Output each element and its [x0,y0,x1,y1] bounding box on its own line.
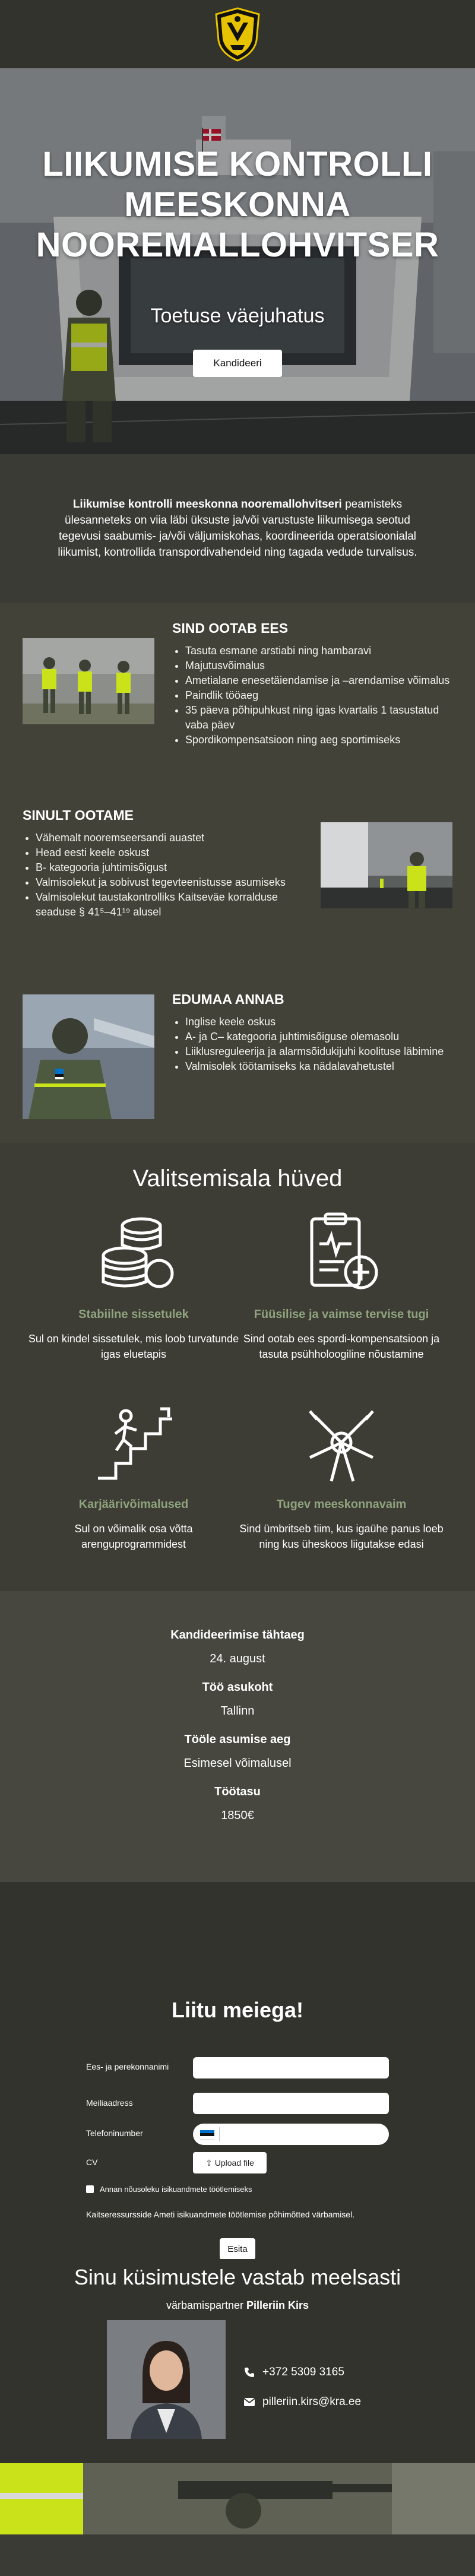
benefit-card [235,1208,448,1362]
advantages-list [172,1015,457,1074]
list-item: • Valmisolekut ja sobivust tegevteenistusse asumiseks [36,875,302,890]
list-item: • Tasuta esmane arstiabi ning hambaravi [185,644,457,658]
list-item: • Spordikompensatsioon ning aeg sportimiseks [185,733,457,747]
cv-label: CV [86,2157,98,2167]
apply-button[interactable]: Kandideeri [193,350,282,377]
envelope-icon [243,2397,255,2407]
contact-name: Pilleriin Kirs [246,2299,309,2311]
page-subtitle: Toetuse väejuhatus [150,305,325,327]
salary-value: 1850€ [221,1809,254,1822]
intro-lead: Liikumise kontrolli meeskonna nooremallohvitseri [72,498,342,511]
contact-role: värbamispartner [166,2299,246,2311]
offer-heading: SIND OOTAB EES [172,620,289,636]
intro-body: peamisteks ülesanneteks on viia läbi üksuste ja/või varustuste liikumisega seotud tegevusi saabumis- ja/või väljumiskohas, koordineerida operatsioonialal liikumist, kontrollida transpordivahendeid ning tagada vedude turvalisus. [58,498,417,559]
offer-block [172,620,457,747]
consent-checkbox-label: Annan nõusoleku isikuandmete töötlemiseks [100,2185,252,2194]
location-label: Töö asukoht [202,1681,273,1694]
offer-list [172,644,457,747]
benefits-section [0,1143,475,1591]
list-item: • A- ja C– kategooria juhtimisõiguse olemasolu [185,1029,457,1044]
job-details-section [0,1591,475,1882]
contact-section [0,2259,475,2463]
privacy-link[interactable]: Kaitseressursside Ameti isikuandmete töötlemise põhimõtted värbamisel. [86,2210,355,2219]
offer-photo [23,638,154,724]
benefit-text: Sul on kindel sissetulek, mis loob turvatunde igas eluetapis [28,1333,239,1360]
list-item: • Valmisolekut taustakontrolliks Kaitseväe korralduse seaduse § 41⁵–41¹⁹ alusel [36,890,302,920]
list-item: • Majutusvõimalus [185,658,457,673]
career-stairs-icon [89,1398,178,1487]
contact-email-text[interactable]: pilleriin.kirs@kra.ee [262,2396,362,2408]
start-value: Esimesel võimalusel [183,1757,292,1770]
job-details [0,1627,475,1836]
list-item: • Paindlik tööaeg [185,688,457,703]
benefit-card [235,1398,448,1552]
hero-banner [0,68,475,454]
phone-divider [219,2127,220,2141]
list-item: • 35 päeva põhipuhkust ning igas kvartalis 1 tasustatud vaba päev [185,703,457,733]
phone-icon [243,2366,255,2378]
clipboard-health-icon [297,1208,386,1297]
benefit-title: Stabiilne sissetulek [78,1308,189,1321]
intro-section [0,454,475,603]
benefit-card [27,1398,240,1552]
requirements-block [23,807,302,920]
application-form [0,1882,475,2259]
coins-icon [89,1208,178,1297]
benefits-title: Valitsemisala hüved [132,1165,343,1192]
benefit-text: Sul on võimalik osa võtta arenguprogrammidest [74,1523,193,1550]
estonia-flag-icon[interactable] [200,2130,214,2139]
benefit-title: Karjäärivõimalused [78,1498,189,1511]
start-label: Tööle asumise aeg [184,1733,291,1746]
advantages-heading: EDUMAA ANNAB [172,991,284,1007]
benefit-title: Tugev meeskonnavaim [276,1498,407,1511]
form-title: Liitu meiega! [171,1998,304,2022]
intro-text [48,496,428,560]
salary-label: Töötasu [214,1785,261,1798]
top-bar [0,0,475,68]
upload-icon: ⇪ [205,2157,213,2168]
benefit-text: Sind ümbritseb tiim, kus igaühe panus loeb ning kus üheskoos liigutakse edasi [239,1523,444,1550]
list-item: • Vähemalt nooremseersandi auastet [36,831,302,845]
name-field[interactable] [193,2057,389,2078]
contact-email[interactable] [243,2396,361,2409]
requirements-heading: SINULT OOTAME [23,807,134,823]
benefit-card [27,1208,240,1362]
list-item: • Liiklusreguleerija ja alarmsõidukijuhi koolituse läbimine [185,1044,457,1059]
location-value: Tallinn [220,1704,255,1718]
deadline-label: Kandideerimise tähtaeg [170,1628,305,1642]
page-title: LIIKUMISE KONTROLLI MEESKONNA NOOREMALLOHVITSER [36,145,439,264]
military-crest-icon[interactable] [213,6,262,63]
contact-title: Sinu küsimustele vastab meelsasti [74,2265,401,2289]
list-item: • Valmisolek töötamiseks ka nädalavahetustel [185,1059,457,1074]
contact-phone-text[interactable]: +372 5309 3165 [262,2366,344,2378]
submit-button[interactable]: Esita [220,2238,255,2260]
name-label: Ees- ja perekonnanimi [86,2062,169,2071]
consent-checkbox-row[interactable] [86,2185,252,2194]
team-hands-icon [297,1398,386,1487]
contact-phone[interactable] [243,2366,344,2379]
upload-file-button[interactable] [193,2152,267,2173]
deadline-value: 24. august [210,1652,265,1665]
footer-photo [0,2463,475,2534]
contact-subtitle [0,2299,475,2312]
advantages-photo [23,994,154,1119]
list-item: • B- kategooria juhtimisõigust [36,860,302,875]
email-field[interactable] [193,2093,389,2114]
benefit-text: Sind ootab ees spordi-kompensatsioon ja tasuta psühholoogiline nõustamine [243,1333,440,1360]
phone-label: Telefoninumber [86,2128,143,2138]
list-item: • Head eesti keele oskust [36,845,302,860]
info-section [0,603,475,1143]
requirements-list [23,831,302,920]
consent-checkbox[interactable] [86,2185,94,2193]
benefit-title: Füüsilise ja vaimse tervise tugi [254,1308,429,1321]
recruiter-photo [107,2320,226,2439]
list-item: • Inglise keele oskus [185,1015,457,1029]
advantages-block [172,991,457,1074]
upload-label: Upload file [214,2157,254,2168]
phone-field[interactable] [193,2124,389,2145]
email-label: Meiliaadress [86,2098,133,2108]
requirements-photo [321,822,452,908]
list-item: • Ametialane enesetäiendamise ja –arendamise võimalus [185,673,457,688]
